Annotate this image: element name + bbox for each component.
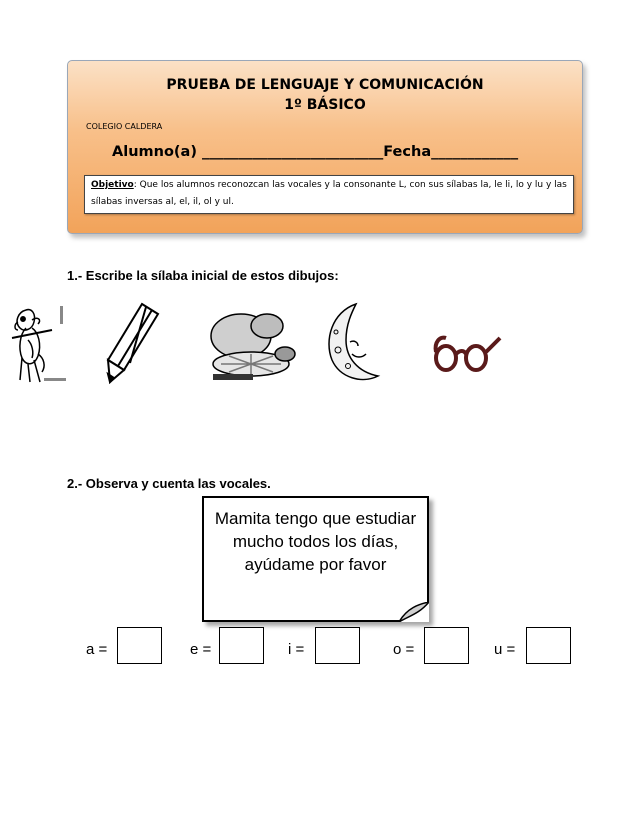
moon-picture bbox=[322, 302, 384, 384]
vowel-a-label: a = bbox=[86, 641, 108, 658]
page-curl-icon bbox=[399, 602, 429, 622]
question-1-title: 1.- Escribe la sílaba inicial de estos dibujos: bbox=[67, 268, 339, 283]
grade-title: 1º BÁSICO bbox=[284, 97, 366, 113]
header-box bbox=[67, 60, 583, 234]
question-2-title: 2.- Observa y cuenta las vocales. bbox=[67, 476, 271, 491]
objective-box bbox=[84, 175, 574, 214]
lemon-picture bbox=[205, 306, 297, 384]
student-line: Alumno(a) _________________________Fecha____________ bbox=[112, 144, 519, 160]
school-name: COLEGIO CALDERA bbox=[86, 122, 163, 131]
objective-label: Objetivo bbox=[91, 180, 134, 190]
parrot-picture bbox=[8, 300, 70, 385]
speech-bubble-text: Mamita tengo que estudiar mucho todos los días, ayúdame por favor bbox=[214, 509, 417, 574]
vowel-u-answer-box[interactable] bbox=[526, 627, 571, 664]
vowel-u-label: u = bbox=[494, 641, 516, 658]
vowel-o-label: o = bbox=[393, 641, 415, 658]
vowel-e-label: e = bbox=[190, 641, 212, 658]
objective-text: : Que los alumnos reconozcan las vocales y la consonante L, con sus sílabas la, le li, lo y lu y las sílabas inversas al, el, il, ol y ul. bbox=[91, 180, 567, 207]
vowel-a-answer-box[interactable] bbox=[117, 627, 162, 664]
test-title: PRUEBA DE LENGUAJE Y COMUNICACIÓN bbox=[166, 77, 484, 93]
pencil-picture bbox=[102, 300, 164, 384]
vowel-o-answer-box[interactable] bbox=[424, 627, 469, 664]
vowel-i-label: i = bbox=[288, 641, 305, 658]
vowel-e-answer-box[interactable] bbox=[219, 627, 264, 664]
glasses-picture bbox=[430, 330, 504, 374]
speech-bubble bbox=[202, 496, 429, 622]
vowel-i-answer-box[interactable] bbox=[315, 627, 360, 664]
